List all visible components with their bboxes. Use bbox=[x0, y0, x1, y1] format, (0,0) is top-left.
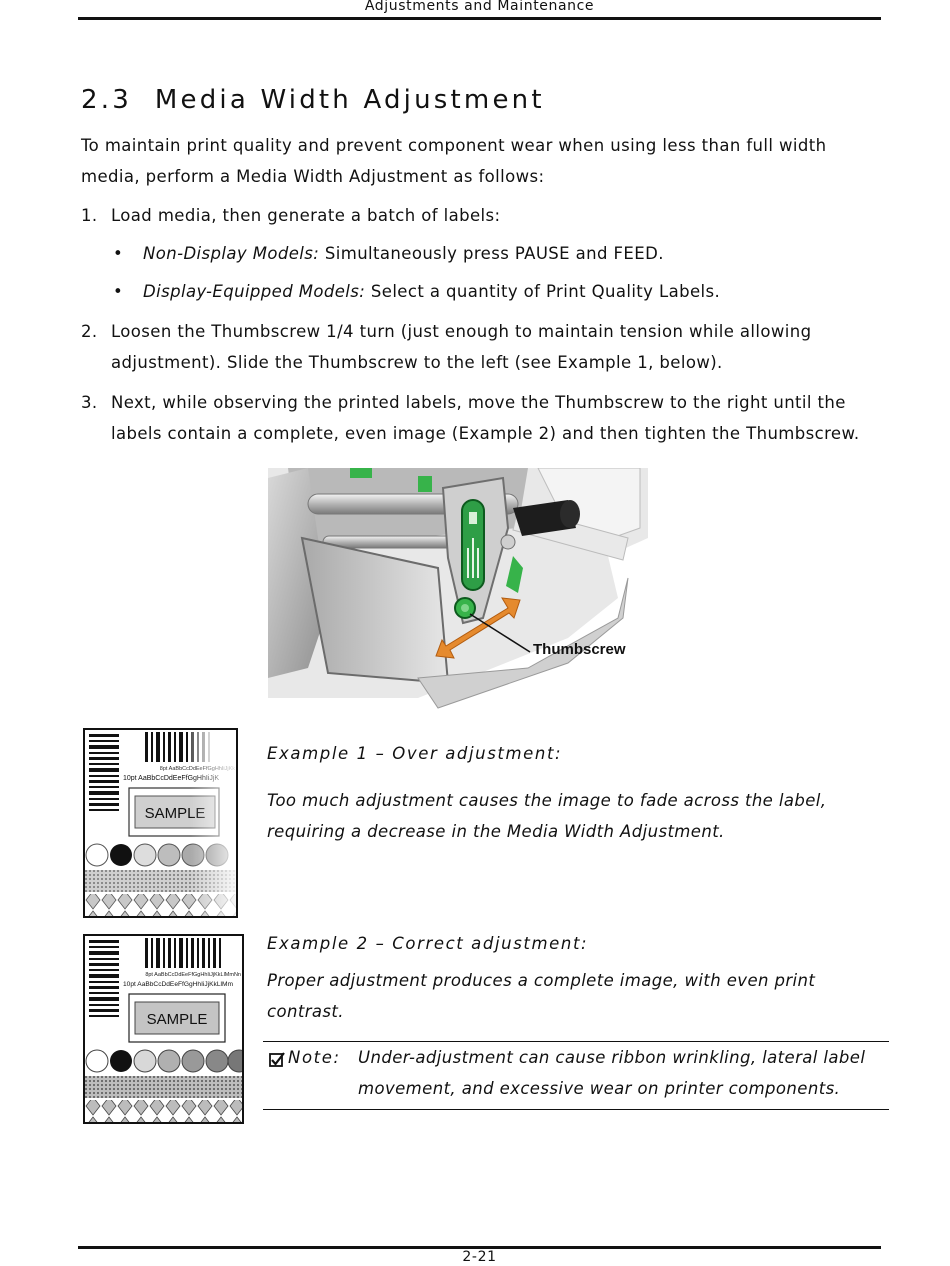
note-text: Under-adjustment can cause ribbon wrinkling, lateral label movement, and excessive wear on printer components. bbox=[358, 1048, 866, 1098]
label-sample-text: SAMPLE bbox=[146, 1011, 208, 1028]
bullet-marker: • bbox=[113, 282, 124, 301]
step-1 bbox=[81, 200, 871, 231]
step-text: Load media, then generate a batch of labels: bbox=[111, 206, 501, 225]
bullet-instruction: Select a quantity of Print Quality Labels. bbox=[365, 282, 721, 301]
section-heading: Media Width Adjustment bbox=[154, 85, 545, 115]
note-label: Note: bbox=[288, 1048, 341, 1067]
thumbscrew-callout: Thumbscrew bbox=[533, 641, 626, 658]
bullet-non-display bbox=[113, 238, 853, 269]
example-2-title: Example 2 – Correct adjustment: bbox=[267, 934, 589, 953]
horizontal-barcode bbox=[145, 938, 221, 968]
step-number: 1. bbox=[81, 206, 98, 225]
example-1-text: Too much adjustment causes the image to fade across the label, requiring a decrease in the Media Width Adjustment. bbox=[267, 791, 827, 841]
section-title bbox=[81, 84, 545, 116]
label-sample-over-adjusted bbox=[83, 728, 238, 918]
running-header bbox=[78, 0, 881, 20]
bullet-model-label: Display-Equipped Models: bbox=[143, 282, 366, 301]
bullet-model-label: Non-Display Models: bbox=[143, 244, 320, 263]
running-header-title: Adjustments and Maintenance bbox=[364, 0, 595, 14]
step-3 bbox=[81, 387, 871, 449]
step-2 bbox=[81, 316, 871, 378]
vertical-barcode bbox=[89, 940, 119, 1017]
label-text-8pt: 8pt AaBbCcDdEeFfGgHhIiJjKkLlMmNn bbox=[145, 972, 241, 978]
bullet-text bbox=[143, 276, 853, 307]
example-1-title: Example 1 – Over adjustment: bbox=[267, 744, 563, 763]
step-text: Next, while observing the printed labels, move the Thumbscrew to the right until the labels contain a complete, even image (Example 2) and then tighten the Thumbscrew. bbox=[111, 393, 860, 443]
section-number: 2.3 bbox=[81, 85, 132, 115]
note-box bbox=[263, 1041, 889, 1110]
step-number: 2. bbox=[81, 322, 98, 341]
label-sample-correct bbox=[83, 934, 244, 1124]
printhead-figure bbox=[268, 468, 648, 710]
label-text-10pt: 10pt AaBbCcDdEeFfGgHhIiJjKkLlMm bbox=[123, 981, 233, 988]
page-number: 2-21 bbox=[462, 1249, 497, 1265]
running-footer bbox=[78, 1246, 881, 1265]
density-circles bbox=[86, 1050, 242, 1072]
step-number: 3. bbox=[81, 393, 98, 412]
bullet-display-equipped bbox=[113, 276, 853, 307]
bullet-marker: • bbox=[113, 244, 124, 263]
printer-illustration bbox=[268, 468, 648, 710]
bullet-text bbox=[143, 238, 853, 269]
checkbox-icon bbox=[269, 1047, 285, 1078]
intro-paragraph: To maintain print quality and prevent component wear when using less than full width media, perform a Media Width Adjustment as follows: bbox=[81, 136, 827, 186]
label-print-image bbox=[85, 936, 242, 1122]
step-text: Loosen the Thumbscrew 1/4 turn (just enough to maintain tension while allowing adjustment). Slide the Thumbscrew to the left (see Example 1, below). bbox=[111, 322, 812, 372]
bullet-instruction: Simultaneously press PAUSE and FEED. bbox=[319, 244, 664, 263]
label-print-image bbox=[85, 730, 236, 916]
example-2-text: Proper adjustment produces a complete image, with even print contrast. bbox=[267, 971, 816, 1021]
